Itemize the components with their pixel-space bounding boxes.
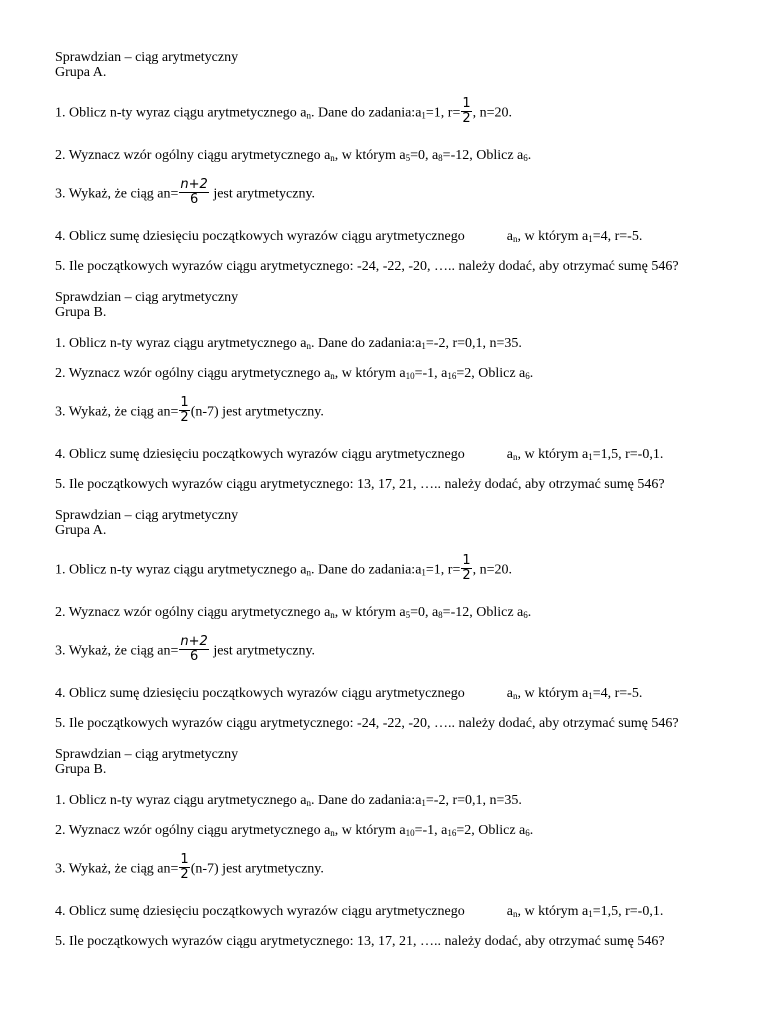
section-title: Sprawdzian – ciąg arytmetyczny — [55, 290, 239, 305]
task-2: 2. Wyznacz wzór ogólny ciągu arytmetycznego $a_n$, w którym $a_{10}=-1$, $a_{16}=2$, Oblicz $a_6$. — [55, 366, 534, 381]
group-label: Grupa A. — [55, 65, 107, 80]
test-section-a2 — [55, 508, 679, 731]
task-3: 3. Wykaż, że ciąg an= $\frac{1}{2}$ (n-7) jest arytmetyczny. — [55, 852, 324, 882]
section-title: Sprawdzian – ciąg arytmetyczny — [55, 747, 239, 762]
task-3: 3. Wykaż, że ciąg an= $\frac{1}{2}$ (n-7) jest arytmetyczny. — [55, 395, 324, 425]
fraction: $\frac{1}{2}$ — [180, 852, 189, 882]
group-label: Grupa B. — [55, 305, 107, 320]
task-2: 2. Wyznacz wzór ogólny ciągu arytmetycznego $a_n$, w którym $a_{10}=-1$, $a_{16}=2$, Oblicz $a_6$. — [55, 823, 534, 838]
fraction: $\frac{1}{2}$ — [462, 96, 471, 126]
fraction: $\frac{1}{2}$ — [462, 553, 471, 583]
fraction: $\frac{1}{2}$ — [180, 395, 189, 425]
fraction: $\frac{n+2}{6}$ — [180, 177, 208, 207]
task-3: 3. Wykaż, że ciąg an= $\frac{n+2}{6}$ jest arytmetyczny. — [55, 177, 316, 207]
test-section-a1 — [55, 50, 679, 274]
task-1: 1. Oblicz n-ty wyraz ciągu arytmetycznego $a_n$. Dane do $zadania:a_1=1$, r= $\frac{1}{2}$ , n=20. — [55, 96, 513, 126]
test-section-b2 — [55, 747, 665, 949]
task-4: 4. Oblicz sumę dziesięciu początkowych wyrazów ciągu arytmetycznego $a_n$, w którym $a_1=1,5$, r=-0,1. — [55, 447, 664, 462]
task-4: 4. Oblicz sumę dziesięciu początkowych wyrazów ciągu arytmetycznego $a_n$, w którym $a_1=1,5$, r=-0,1. — [55, 904, 664, 919]
group-label: Grupa A. — [55, 523, 107, 538]
section-title: Sprawdzian – ciąg arytmetyczny — [55, 508, 239, 523]
task-4: 4. Oblicz sumę dziesięciu początkowych wyrazów ciągu arytmetycznego $a_n$, w którym $a_1=4$, r=-5. — [55, 686, 643, 701]
group-label: Grupa B. — [55, 762, 107, 777]
test-section-b1 — [55, 290, 665, 492]
task-3: 3. Wykaż, że ciąg an= $\frac{n+2}{6}$ jest arytmetyczny. — [55, 634, 316, 664]
task-1: 1. Oblicz n-ty wyraz ciągu arytmetycznego $a_n$. Dane do $zadania:a_1=1$, r= $\frac{1}{2}$ , n=20. — [55, 553, 513, 583]
task-2: 2. Wyznacz wzór ogólny ciągu arytmetycznego $a_n$, w którym $a_5=0$, $a_8=-12$, Oblicz $a_6$. — [55, 148, 532, 163]
task-5: 5. Ile początkowych wyrazów ciągu arytmetycznego: 13, 17, 21, ….. należy dodać, aby otrzymać sumę 546? — [55, 477, 665, 492]
task-1: 1. Oblicz n-ty wyraz ciągu arytmetycznego $a_n$. Dane do $zadania:a_1=-2$, r=0,1, n=35. — [55, 793, 522, 808]
section-title: Sprawdzian – ciąg arytmetyczny — [55, 50, 239, 65]
fraction: $\frac{n+2}{6}$ — [180, 634, 208, 664]
task-2: 2. Wyznacz wzór ogólny ciągu arytmetycznego $a_n$, w którym $a_5=0$, $a_8=-12$, Oblicz $a_6$. — [55, 605, 532, 620]
task-4: 4. Oblicz sumę dziesięciu początkowych wyrazów ciągu arytmetycznego $a_n$, w którym $a_1=4$, r=-5. — [55, 229, 643, 244]
task-5: 5. Ile początkowych wyrazów ciągu arytmetycznego: -24, -22, -20, ….. należy dodać, aby otrzymać sumę 546? — [55, 259, 679, 274]
task-1: 1. Oblicz n-ty wyraz ciągu arytmetycznego $a_n$. Dane do $zadania:a_1=-2$, r=0,1, n=35. — [55, 336, 522, 351]
task-5: 5. Ile początkowych wyrazów ciągu arytmetycznego: -24, -22, -20, ….. należy dodać, aby otrzymać sumę 546? — [55, 716, 679, 731]
task-5: 5. Ile początkowych wyrazów ciągu arytmetycznego: 13, 17, 21, ….. należy dodać, aby otrzymać sumę 546? — [55, 934, 665, 949]
